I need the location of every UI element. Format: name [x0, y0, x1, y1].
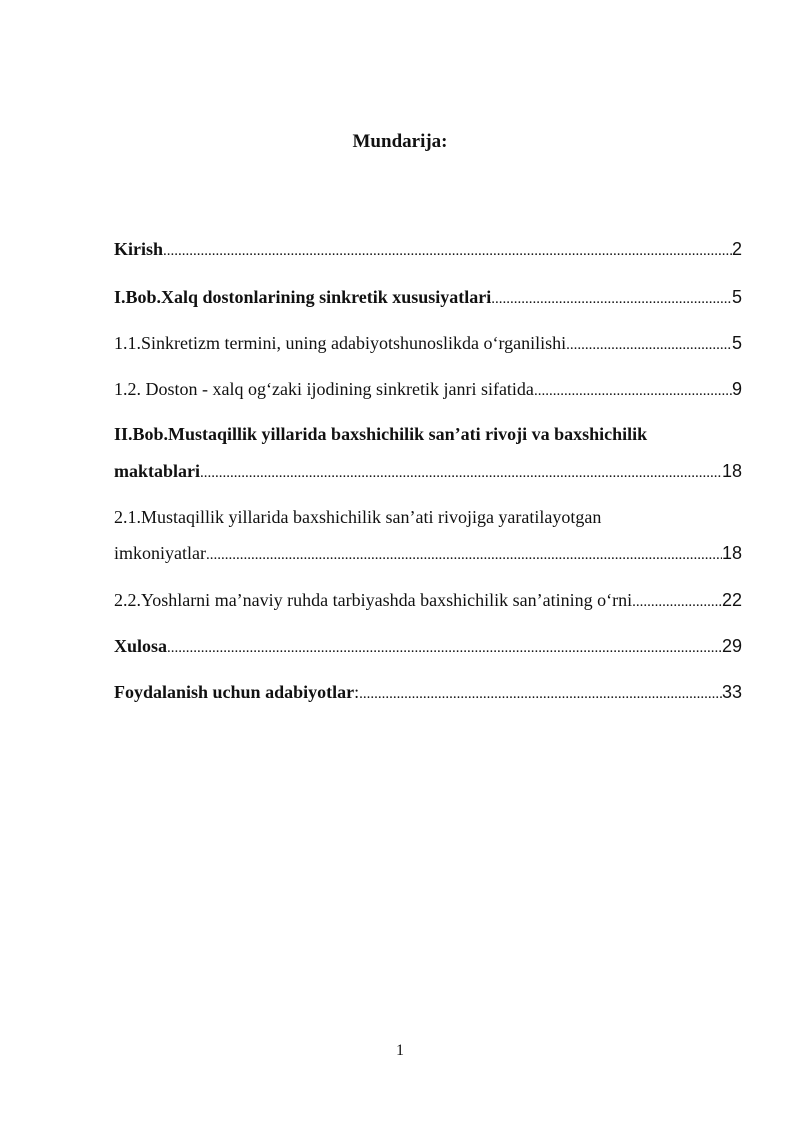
toc-entry-section-1-2[interactable]: [114, 378, 742, 402]
toc-page-number: 5: [731, 333, 742, 353]
toc-entry-label: imkoniyatlar: [114, 543, 206, 563]
toc-page-number: 29: [721, 636, 742, 656]
toc-entry-chapter-2-line1[interactable]: II.Bob.Mustaqillik yillarida baxshichilik san’ati rivoji va baxshichilik: [114, 424, 648, 444]
toc-page-number: 18: [721, 543, 742, 563]
toc-entry-label: 1.1.Sinkretizm termini, uning adabiyotshunoslikda o‘rganilishi: [114, 333, 567, 353]
toc-leader-dots: [206, 544, 722, 566]
toc-page-number: 5: [731, 287, 742, 307]
toc-leader-dots: [534, 380, 732, 402]
toc-page-number: 18: [721, 461, 742, 481]
toc-entry-chapter-2[interactable]: [114, 460, 742, 484]
toc-page-number: 2: [731, 239, 742, 259]
page-footer-number: 1: [396, 1042, 404, 1059]
toc-entry-section-1-1[interactable]: [114, 332, 742, 356]
toc-entry-adabiyotlar[interactable]: [114, 681, 742, 705]
toc-entry-label: Foydalanish uchun adabiyotlar: [114, 682, 355, 702]
toc-page-number: 22: [721, 590, 742, 610]
toc-entry-section-2-2[interactable]: [114, 589, 742, 613]
toc-leader-dots: [163, 240, 732, 262]
toc-entry-label: Xulosa: [114, 636, 168, 656]
toc-leader-dots: [566, 334, 732, 356]
toc-leader-dots: [632, 591, 722, 613]
toc-entry-label: Kirish: [114, 239, 164, 259]
toc-entry-label: I.Bob.Xalq dostonlarining sinkretik xususiyatlari: [114, 287, 492, 307]
toc-page-number: 9: [731, 379, 742, 399]
toc-leader-dots: [200, 462, 722, 484]
toc-leader-dots: [167, 637, 722, 659]
toc-entry-section-2-1-line1[interactable]: 2.1.Mustaqillik yillarida baxshichilik san’ati rivojiga yaratilayotgan: [114, 507, 602, 527]
toc-page-number: 33: [721, 682, 742, 702]
toc-leader-dots: [359, 683, 722, 705]
toc-leader-dots: [491, 288, 732, 310]
toc-entry-xulosa[interactable]: [114, 635, 742, 659]
page-title: Mundarija:: [352, 131, 448, 152]
toc-entry-kirish[interactable]: [114, 238, 742, 262]
toc-entry-label: maktablari: [114, 461, 201, 481]
toc-entry-label: 2.2.Yoshlarni ma’naviy ruhda tarbiyashda baxshichilik san’atining o‘rni: [114, 590, 633, 610]
toc-entry-label: 1.2. Doston - xalq og‘zaki ijodining sinkretik janri sifatida: [114, 379, 534, 399]
toc-entry-chapter-1[interactable]: [114, 286, 742, 310]
toc-entry-section-2-1[interactable]: [114, 542, 742, 566]
toc-entry-colon: :: [354, 682, 360, 702]
